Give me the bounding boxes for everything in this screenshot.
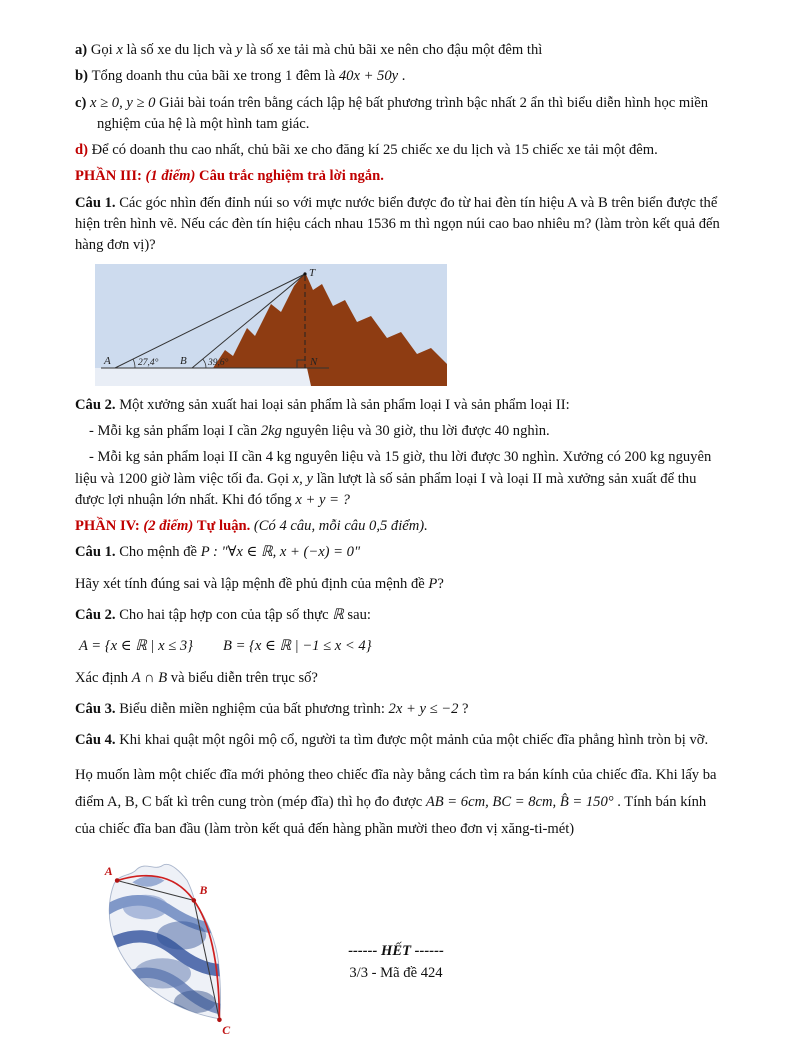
label-N: N: [310, 355, 318, 368]
page-number: 3/3 - Mã đề 424: [349, 965, 443, 981]
part-title: PHẦN III:: [75, 168, 146, 185]
label-A: A: [104, 354, 111, 367]
part3-question-1: [75, 193, 722, 257]
part4-header: [75, 516, 722, 537]
text: là số xe tải mà chủ bãi xe nên cho đậu một đêm thì: [242, 42, 543, 58]
math-expression: x + y = ?: [295, 491, 350, 508]
label-A: A: [104, 864, 113, 879]
text: . Tính bán kính của chiếc đĩa ban đầu (làm tròn kết quả đến hàng phần mười theo đơn vị xăng-ti-mét): [75, 793, 707, 837]
page-footer: [0, 943, 792, 982]
part3-question-2: [75, 395, 722, 416]
part-subtitle: Tự luận.: [196, 518, 254, 535]
part3-header: [75, 166, 722, 187]
text: ?: [437, 575, 444, 592]
statement-d: [75, 140, 722, 161]
text: - Mỗi kg sản phẩm loại II cần 4 kg nguyên liệu và 15 giờ, thu lời được 30 nghìn. Xưởng có 200 kg nguyên liệu và 1200 giờ làm việc tối đa. Gọi: [75, 449, 712, 487]
point-C: [217, 1018, 222, 1023]
question-text: Biểu diễn miền nghiệm của bất phương trình:: [119, 700, 389, 717]
label-T: T: [309, 266, 316, 279]
text: nguyên liệu và 30 giờ, thu lời được 40 nghìn.: [281, 422, 550, 439]
text: Tổng doanh thu của bãi xe trong 1 đêm là: [91, 68, 339, 85]
part-title: PHẦN IV:: [75, 518, 144, 535]
question-label: Câu 1.: [75, 544, 120, 561]
statement-c: [75, 93, 722, 136]
statement-a: [75, 40, 722, 61]
question-2-bullet-1: [75, 421, 722, 442]
text: - Mỗi kg sản phẩm loại I cần: [89, 422, 261, 439]
text: Hãy xét tính đúng sai và lập mệnh đề phủ định của mệnh đề: [75, 575, 429, 592]
set-B-definition: B = {x ∈ ℝ | −1 ≤ x < 4}: [223, 638, 372, 655]
text: Gọi: [90, 42, 117, 58]
text: lần lượt là số sản phẩm loại I và loại II mà xưởng sản xuất để thu được lợi nhuận lớn nhất. Khi đó tổng: [75, 470, 697, 508]
text: Để có doanh thu cao nhất, chủ bãi xe cho đăng kí 25 chiếc xe du lịch và 15 chiếc xe tải một đêm.: [91, 142, 658, 159]
part-note: (Có 4 câu, mỗi câu 0,5 điểm).: [253, 518, 428, 535]
peak-point: [303, 272, 306, 275]
text: Giải bài toán trên bằng cách lập hệ bất phương trình bậc nhất 2 ẩn thì biểu diễn hình học miền nghiệm của hệ là một hình tam giác.: [97, 94, 709, 132]
part-subtitle: Câu trắc nghiệm trả lời ngắn.: [199, 168, 384, 185]
end-marker: ------ HẾT ------: [348, 943, 444, 959]
question-label: Câu 2.: [75, 607, 120, 624]
point-A: [115, 879, 120, 884]
question-label: Câu 3.: [75, 700, 120, 717]
question-label: Câu 2.: [75, 396, 120, 413]
statement-b: [75, 66, 722, 87]
question-text: Cho hai tập hợp con của tập số thực: [119, 607, 333, 624]
math-expression: 2kg: [260, 422, 282, 439]
item-label-b: b): [75, 68, 92, 85]
part-points: (1 điểm): [145, 168, 200, 185]
part4-question-3: [75, 699, 722, 720]
item-label-a: a): [75, 42, 91, 58]
text: Xác định: [75, 669, 132, 686]
math-var: P: [428, 575, 438, 592]
part4-question-1-prompt: [75, 574, 722, 595]
question-label: Câu 1.: [75, 194, 120, 211]
math-expression: 40x + 50y: [338, 68, 399, 85]
question-2-bullet-2: [75, 447, 722, 511]
part4-question-4-body: [75, 762, 722, 843]
math-expression: A ∩ B: [131, 669, 168, 686]
math-inequality: 2x + y ≤ −2: [388, 700, 459, 717]
math-expression: x ≥ 0, y ≥ 0: [90, 94, 160, 111]
part4-question-2-prompt: [75, 668, 722, 689]
question-text: Các góc nhìn đến đỉnh núi so với mực nước biển được đo từ hai đèn tín hiệu A và B trên biển được thể hiện trên hình vẽ. Nếu các đèn tín hiệu cách nhau 1536 m thì ngọn núi cao bao nhiêu m? (làm tròn kết quả đến hàng đơn vị)?: [75, 194, 720, 254]
question-text: Một xưởng sản xuất hai loại sản phẩm là sản phẩm loại I và sản phẩm loại II:: [119, 396, 570, 413]
item-label-c: c): [75, 94, 90, 111]
text: .: [398, 68, 406, 85]
mountain-diagram: [95, 264, 447, 386]
label-B: B: [180, 354, 187, 367]
text: Họ muốn làm một chiếc đĩa mới phỏng theo chiếc đĩa này bằng cách tìm ra bán kính của chiếc đĩa. Khi lấy ba điểm A, B, C bất kì trên cung tròn (mép đĩa) thì họ đo được: [75, 766, 717, 810]
math-var: y: [235, 42, 243, 58]
math-vars: x, y: [292, 470, 313, 487]
math-symbol: ℝ: [332, 607, 344, 624]
mountain-figure: [95, 264, 722, 386]
text: là số xe du lịch và: [122, 42, 236, 58]
part4-question-2: [75, 605, 722, 626]
point-B: [192, 899, 197, 904]
angle-label-A: 27,4°: [138, 357, 159, 368]
part4-question-1: [75, 542, 722, 563]
set-definitions: [75, 636, 722, 657]
set-A-definition: A = {x ∈ ℝ | x ≤ 3}: [79, 638, 193, 655]
label-C: C: [222, 1023, 231, 1038]
angle-label-B: 39,6°: [208, 357, 229, 368]
text: sau:: [343, 607, 371, 624]
part4-question-4: [75, 730, 722, 751]
math-proposition: P : "∀x ∈ ℝ, x + (−x) = 0": [200, 544, 361, 561]
part-points: (2 điểm): [143, 518, 197, 535]
question-text: Khi khai quật một ngôi mộ cổ, người ta tìm được một mảnh của một chiếc đĩa phẳng hình tròn bị vỡ.: [119, 732, 709, 749]
label-B: B: [199, 883, 208, 898]
item-label-d: d): [75, 142, 92, 159]
question-label: Câu 4.: [75, 732, 120, 749]
math-measurements: AB = 6cm, BC = 8cm, B̂ = 150°: [425, 793, 614, 810]
question-text: Cho mệnh đề: [119, 544, 201, 561]
math-var: x: [116, 42, 123, 58]
text: ?: [458, 700, 469, 717]
text: và biểu diễn trên trục số?: [167, 669, 318, 686]
